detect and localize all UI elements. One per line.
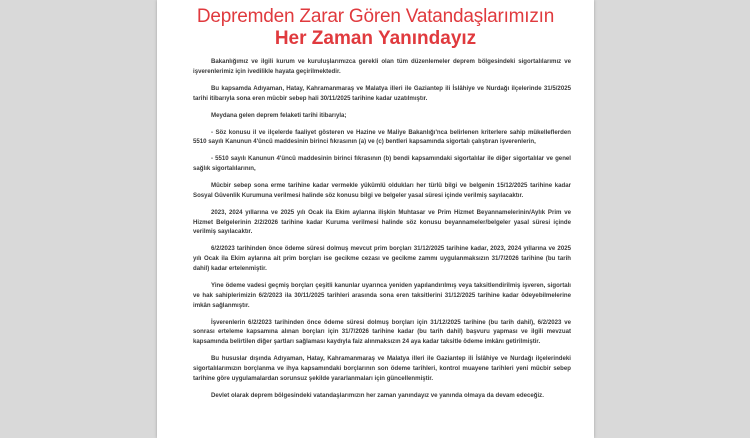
paragraph: 6/2/2023 tarihinden önce ödeme süresi dolmuş mevcut prim borçları 31/12/2025 tarihine kadar, 2023, 2024 yıllarına ve 2025 yılı Ocak ila Ekim aylarına ait prim borçları ise gecikme cezası ve gecikme zammı uygulanmaksızın 31/7/2026 tarihine (bu tarih dahil) kadar ertelenmiştir.	[193, 245, 571, 273]
paragraph: - Söz konusu il ve ilçelerde faaliyet gösteren ve Hazine ve Maliye Bakanlığı'nca belirlenen kriterlere sahip mükelleflerden 5510 sayılı Kanunun 4'üncü maddesinin birinci fıkrasının (a) ve (c) bentleri kapsamında sigortalı çalıştıran işverenlerin,	[193, 128, 571, 146]
paragraph: Bu hususlar dışında Adıyaman, Hatay, Kahramanmaraş ve Malatya illeri ile Gaziantep ili İslâhiye ve Nurdağı ilçelerindeki sigortalılarımızın borçlanma ve ihya kapsamındaki borçlarının son ödeme tarihleri, kontrol muayene tarihleri yeni mücbir sebep tarihine göre uygulamalardan sorunsuz şekilde yararlanmaları için güncellenmiştir.	[193, 355, 571, 382]
page-title-line2: Her Zaman Yanındayız	[274, 28, 477, 49]
page-title-line1: Depremden Zarar Gören Vatandaşlarımızın	[196, 6, 555, 27]
paragraph: - 5510 sayılı Kanunun 4'üncü maddesinin birinci fıkrasının (b) bendi kapsamındaki sigortalılar ile diğer sigortalılar ve genel sağlık sigortalılarının,	[193, 155, 571, 173]
paragraph: Meydana gelen deprem felaketi tarihi itibarıyla;	[211, 111, 347, 119]
paragraph: 2023, 2024 yıllarına ve 2025 yılı Ocak ila Ekim aylarına ilişkin Muhtasar ve Prim Hizmet Beyannamelerinin/Aylık Prim ve Hizmet Belgelerinin 2/2/2026 tarihine kadar Kuruma verilmesi halinde söz konusu beyannameler/belgeler yasal süresi içinde verilmiş sayılacaktır.	[193, 208, 571, 236]
paragraph: Devlet olarak deprem bölgesindeki vatandaşlarımızın her zaman yanındayız ve yanında olmaya da devam edeceğiz.	[211, 391, 544, 399]
paragraph: Yine ödeme vadesi geçmiş borçları çeşitli kanunlar uyarınca yeniden yapılandırılmış veya taksitlendirilmiş işveren, sigortalı ve hak sahiplerimizin 6/2/2023 ila 30/11/2025 tarihleri arasında sona eren taksitlerini 31/12/2025 tarihine kadar ödeyebilmelerine imkân sağlanmıştır.	[193, 282, 571, 309]
document-page	[157, 0, 594, 438]
paragraph: Bu kapsamda Adıyaman, Hatay, Kahramanmaraş ve Malatya illeri ile Gaziantep ili İslâhiye ve Nurdağı ilçelerinde 31/5/2025 tarihi itibarıyla sona eren mücbir sebep hali 30/11/2025 tarihine kadar uzatılmıştır.	[193, 84, 571, 102]
paragraph: Mücbir sebep sona erme tarihine kadar vermekle yükümlü oldukları her türlü bilgi ve belgenin 15/12/2025 tarihine kadar Sosyal Güvenlik Kurumuna verilmesi halinde söz konusu bilgi ve belgeler yasal süresi içinde verilmiş sayılacaktır.	[193, 182, 571, 199]
paragraph: İşverenlerin 6/2/2023 tarihinden önce ödeme süresi dolmuş borçları için 31/12/2025 tarihine (bu tarih dahil), 6/2/2023 ve sonrası erteleme kapsamına alınan borçları için 31/7/2026 tarihine kadar (bu tarih dahil) başvuru yapması ve ilgili mevzuat kapsamında belirtilen diğer şartları sağlaması kaydıyla faiz alınmaksızın 24 aya kadar taksitle ödeme imkânı getirilmiştir.	[193, 318, 571, 346]
document-body	[193, 57, 571, 408]
paragraph: Bakanlığımız ve ilgili kurum ve kuruluşlarımızca gerekli olan tüm düzenlemeler deprem bölgesindeki sigortalılarımız ve işverenlerimiz için ivedilikle hayata geçirilmektedir.	[193, 58, 571, 75]
